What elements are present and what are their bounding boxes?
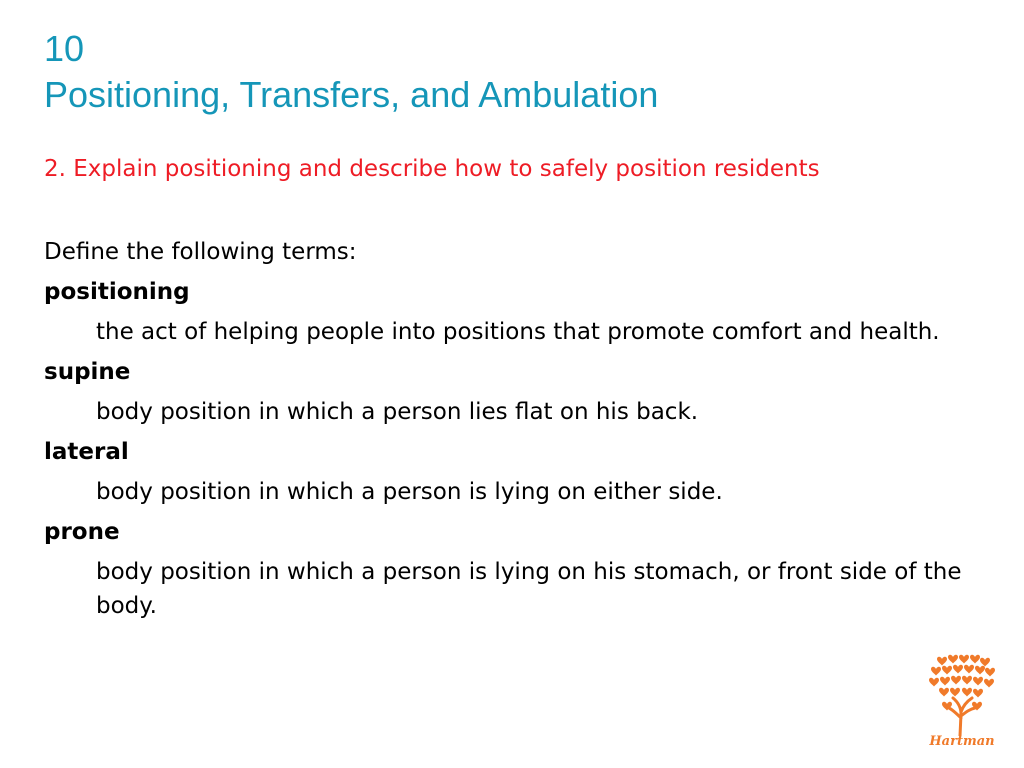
learning-objective: 2. Explain positioning and describe how to safely position residents <box>44 156 820 182</box>
logo-text: Hartman <box>929 734 995 749</box>
hartman-logo <box>922 652 1002 756</box>
term-prone: prone <box>44 519 120 545</box>
slide-title <box>44 26 658 118</box>
chapter-title: Positioning, Transfers, and Ambulation <box>44 74 659 115</box>
definition-lateral: body position in which a person is lying on either side. <box>96 479 723 505</box>
term-positioning: positioning <box>44 279 190 305</box>
term-supine: supine <box>44 359 131 385</box>
definition-prone: body position in which a person is lying on his stomach, or front side of the body. <box>96 559 962 619</box>
definition-supine: body position in which a person lies flat on his back. <box>96 399 699 425</box>
heart-tree-icon <box>922 652 1002 736</box>
slide-content <box>44 235 984 629</box>
chapter-number: 10 <box>44 28 85 69</box>
term-lateral: lateral <box>44 439 129 465</box>
intro-text: Define the following terms: <box>44 239 357 265</box>
definition-positioning: the act of helping people into positions that promote comfort and health. <box>96 319 940 345</box>
